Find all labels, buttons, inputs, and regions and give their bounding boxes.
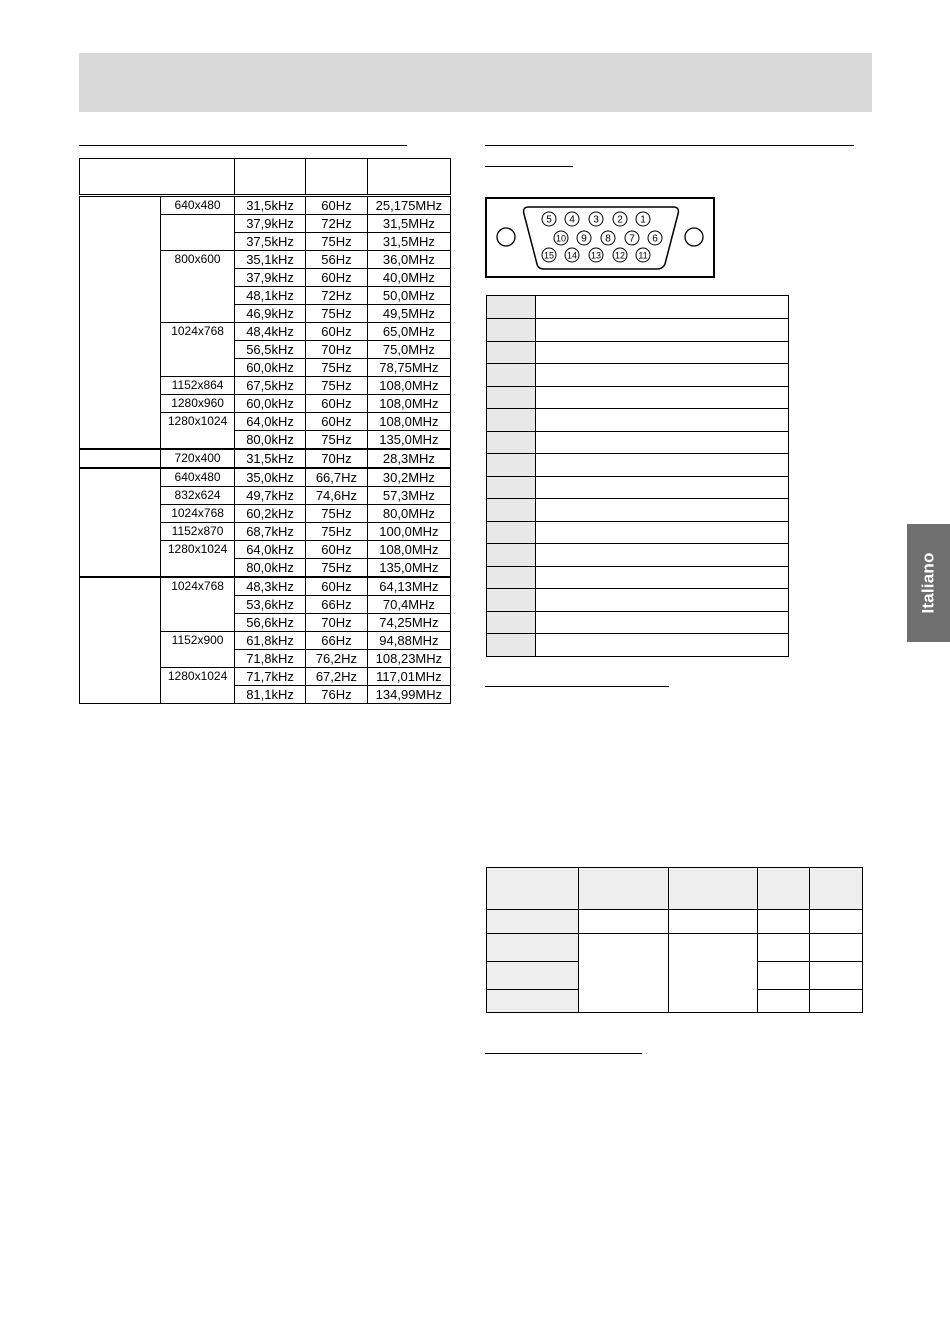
pin-label: 9 [581, 233, 587, 245]
timing-h-freq: 37,9kHz [235, 215, 306, 233]
pin-row [487, 521, 789, 544]
pin-number-cell [487, 319, 536, 342]
timing-dot-clock: 70,4MHz [367, 596, 450, 614]
power-cell [810, 990, 863, 1013]
timing-h-freq: 35,1kHz [235, 251, 306, 269]
timing-header-row [80, 159, 451, 196]
timing-dot-clock: 30,2MHz [367, 468, 450, 487]
power-mode-cell [487, 962, 579, 990]
timing-group-cell [80, 449, 161, 468]
pin-row [487, 589, 789, 612]
pin-number-cell [487, 566, 536, 589]
section-rule-left [79, 145, 407, 146]
timing-dot-clock: 50,0MHz [367, 287, 450, 305]
pin-assignment-table [486, 295, 789, 657]
pin-number-cell [487, 296, 536, 319]
pin-signal-cell [536, 566, 789, 589]
section-rule-right [485, 145, 854, 146]
power-header-cell [487, 868, 579, 910]
language-tab [907, 524, 950, 642]
timing-dot-clock: 100,0MHz [367, 523, 450, 541]
timing-v-freq: 74,6Hz [306, 487, 368, 505]
timing-group-cell [80, 468, 161, 577]
timing-dot-clock: 135,0MHz [367, 559, 450, 578]
timing-dot-clock: 25,175MHz [367, 196, 450, 215]
timing-v-freq: 75Hz [306, 377, 368, 395]
timing-v-freq: 66,7Hz [306, 468, 368, 487]
pin-row [487, 319, 789, 342]
pin-number-cell [487, 409, 536, 432]
timing-h-freq: 68,7kHz [235, 523, 306, 541]
pin-row [487, 409, 789, 432]
pin-signal-cell [536, 499, 789, 522]
power-cell [810, 934, 863, 962]
pin-label: 7 [629, 233, 635, 245]
timing-h-freq: 71,8kHz [235, 650, 306, 668]
section-rule-power [485, 686, 669, 687]
timing-row [80, 449, 451, 468]
timing-row [80, 577, 451, 596]
timing-h-freq: 61,8kHz [235, 632, 306, 650]
power-cell [669, 910, 758, 934]
power-header-cell [579, 868, 669, 910]
pin-label: 5 [546, 214, 552, 226]
timing-h-freq: 60,0kHz [235, 395, 306, 413]
timing-h-freq: 60,0kHz [235, 359, 306, 377]
timing-v-freq: 66Hz [306, 632, 368, 650]
timing-v-freq: 60Hz [306, 577, 368, 596]
power-mode-cell [487, 910, 579, 934]
timing-v-freq: 66Hz [306, 596, 368, 614]
pin-number-cell [487, 589, 536, 612]
timing-h-freq: 48,4kHz [235, 323, 306, 341]
timing-v-freq: 60Hz [306, 196, 368, 215]
timing-h-freq: 37,9kHz [235, 269, 306, 287]
pin-row [487, 454, 789, 477]
timing-dot-clock: 65,0MHz [367, 323, 450, 341]
timing-v-freq: 70Hz [306, 449, 368, 468]
timing-dot-clock: 108,0MHz [367, 377, 450, 395]
timing-table [79, 158, 451, 704]
pin-signal-cell [536, 431, 789, 454]
power-cell [810, 962, 863, 990]
timing-dot-clock: 28,3MHz [367, 449, 450, 468]
timing-dot-clock: 94,88MHz [367, 632, 450, 650]
timing-dot-clock: 31,5MHz [367, 215, 450, 233]
timing-dot-clock: 75,0MHz [367, 341, 450, 359]
power-row [487, 934, 863, 962]
timing-v-freq: 60Hz [306, 413, 368, 431]
timing-resolution: 1152x870 [161, 523, 235, 541]
pin-row [487, 544, 789, 567]
timing-dot-clock: 108,0MHz [367, 541, 450, 559]
timing-resolution: 640x480 [161, 196, 235, 215]
timing-v-freq: 75Hz [306, 505, 368, 523]
power-mode-cell [487, 934, 579, 962]
timing-resolution: 1152x864 [161, 377, 235, 395]
timing-dot-clock: 40,0MHz [367, 269, 450, 287]
timing-h-freq: 67,5kHz [235, 377, 306, 395]
pin-number-cell [487, 521, 536, 544]
pin-label: 15 [543, 250, 555, 261]
page-header-bar [79, 53, 872, 112]
pin-signal-cell [536, 611, 789, 634]
timing-header-cell [367, 159, 450, 196]
timing-v-freq: 75Hz [306, 305, 368, 323]
power-cell [758, 934, 810, 962]
pin-label: 10 [555, 233, 567, 244]
timing-v-freq: 76,2Hz [306, 650, 368, 668]
timing-dot-clock: 108,0MHz [367, 395, 450, 413]
timing-h-freq: 64,0kHz [235, 541, 306, 559]
language-tab-label: Italiano [918, 552, 938, 614]
pin-number-cell [487, 364, 536, 387]
timing-resolution-span [161, 215, 235, 251]
pin-signal-cell [536, 386, 789, 409]
power-cell [758, 962, 810, 990]
pin-signal-cell [536, 319, 789, 342]
mounting-hole-right [685, 228, 703, 246]
timing-dot-clock: 57,3MHz [367, 487, 450, 505]
pin-number-cell [487, 454, 536, 477]
power-header-cell [669, 868, 758, 910]
pin-row [487, 499, 789, 522]
timing-v-freq: 72Hz [306, 215, 368, 233]
timing-dot-clock: 64,13MHz [367, 577, 450, 596]
d-sub-connector-diagram [485, 197, 715, 278]
pin-table-header [487, 296, 789, 319]
timing-dot-clock: 74,25MHz [367, 614, 450, 632]
timing-resolution: 1280x1024 [161, 668, 235, 704]
pin-row [487, 611, 789, 634]
pin-number-cell [487, 431, 536, 454]
timing-h-freq: 56,5kHz [235, 341, 306, 359]
pin-label: 8 [605, 233, 611, 245]
timing-resolution: 720x400 [161, 449, 235, 468]
timing-h-freq: 56,6kHz [235, 614, 306, 632]
timing-dot-clock: 36,0MHz [367, 251, 450, 269]
timing-h-freq: 31,5kHz [235, 449, 306, 468]
timing-dot-clock: 49,5MHz [367, 305, 450, 323]
pin-label: 14 [566, 250, 578, 261]
pin-signal-cell [536, 521, 789, 544]
timing-header-cell [80, 159, 235, 196]
pin-row [487, 476, 789, 499]
timing-h-freq: 60,2kHz [235, 505, 306, 523]
power-table-header [487, 868, 863, 910]
pin-number-cell [487, 544, 536, 567]
pin-number-cell [487, 611, 536, 634]
timing-dot-clock: 31,5MHz [367, 233, 450, 251]
pin-signal-cell [536, 544, 789, 567]
timing-h-freq: 49,7kHz [235, 487, 306, 505]
power-cell [758, 990, 810, 1013]
pin-signal-cell [536, 409, 789, 432]
pin-row [487, 341, 789, 364]
pin-row [487, 431, 789, 454]
pin-number-cell [487, 499, 536, 522]
timing-resolution: 1280x960 [161, 395, 235, 413]
pin-row [487, 364, 789, 387]
timing-h-freq: 31,5kHz [235, 196, 306, 215]
section-rule-right-sub [485, 166, 573, 167]
timing-v-freq: 60Hz [306, 269, 368, 287]
timing-v-freq: 72Hz [306, 287, 368, 305]
pin-number-cell [487, 386, 536, 409]
timing-v-freq: 67,2Hz [306, 668, 368, 686]
timing-dot-clock: 108,23MHz [367, 650, 450, 668]
mounting-hole-left [497, 228, 515, 246]
timing-resolution: 1280x1024 [161, 413, 235, 450]
timing-header-cell [306, 159, 368, 196]
timing-h-freq: 48,1kHz [235, 287, 306, 305]
pin-signal-cell [536, 589, 789, 612]
timing-dot-clock: 134,99MHz [367, 686, 450, 704]
pin-signal-cell [536, 296, 789, 319]
timing-h-freq: 80,0kHz [235, 431, 306, 450]
power-cell [810, 910, 863, 934]
timing-h-freq: 64,0kHz [235, 413, 306, 431]
pin-signal-cell [536, 364, 789, 387]
power-row [487, 910, 863, 934]
timing-group-cell [80, 196, 161, 450]
timing-dot-clock: 78,75MHz [367, 359, 450, 377]
pin-number-cell [487, 341, 536, 364]
timing-resolution: 832x624 [161, 487, 235, 505]
power-cell [669, 934, 758, 1013]
pin-number-cell [487, 634, 536, 657]
pin-signal-cell [536, 341, 789, 364]
pin-row [487, 566, 789, 589]
pin-label: 3 [593, 214, 599, 226]
timing-v-freq: 60Hz [306, 395, 368, 413]
power-management-table [486, 867, 863, 1013]
pin-number-cell [487, 476, 536, 499]
timing-v-freq: 75Hz [306, 359, 368, 377]
timing-v-freq: 75Hz [306, 233, 368, 251]
timing-v-freq: 60Hz [306, 541, 368, 559]
timing-v-freq: 70Hz [306, 614, 368, 632]
timing-h-freq: 37,5kHz [235, 233, 306, 251]
timing-v-freq: 70Hz [306, 341, 368, 359]
timing-resolution: 1024x768 [161, 577, 235, 632]
pin-label: 13 [590, 250, 602, 261]
pin-label: 11 [638, 250, 648, 261]
timing-resolution: 640x480 [161, 468, 235, 487]
pin-label: 1 [640, 214, 646, 226]
power-cell [579, 934, 669, 1013]
timing-v-freq: 56Hz [306, 251, 368, 269]
timing-row [80, 468, 451, 487]
timing-h-freq: 35,0kHz [235, 468, 306, 487]
power-header-cell [810, 868, 863, 910]
pin-label: 12 [614, 250, 626, 261]
timing-v-freq: 75Hz [306, 431, 368, 450]
pin-label: 6 [652, 233, 658, 245]
section-rule-bottom [485, 1053, 642, 1054]
timing-resolution: 1024x768 [161, 505, 235, 523]
timing-header-cell [235, 159, 306, 196]
timing-h-freq: 53,6kHz [235, 596, 306, 614]
timing-h-freq: 80,0kHz [235, 559, 306, 578]
pin-label: 4 [569, 214, 575, 226]
timing-v-freq: 75Hz [306, 523, 368, 541]
timing-group-cell [80, 577, 161, 704]
pin-row [487, 634, 789, 657]
pin-signal-cell [536, 476, 789, 499]
power-cell [579, 910, 669, 934]
pin-signal-cell [536, 634, 789, 657]
timing-v-freq: 60Hz [306, 323, 368, 341]
timing-dot-clock: 117,01MHz [367, 668, 450, 686]
timing-resolution: 800x600 [161, 251, 235, 323]
timing-v-freq: 75Hz [306, 559, 368, 578]
power-cell [758, 910, 810, 934]
timing-dot-clock: 108,0MHz [367, 413, 450, 431]
timing-h-freq: 71,7kHz [235, 668, 306, 686]
pin-row [487, 386, 789, 409]
timing-dot-clock: 135,0MHz [367, 431, 450, 450]
timing-dot-clock: 80,0MHz [367, 505, 450, 523]
timing-h-freq: 81,1kHz [235, 686, 306, 704]
timing-row [80, 196, 451, 215]
timing-h-freq: 48,3kHz [235, 577, 306, 596]
timing-resolution: 1024x768 [161, 323, 235, 377]
timing-resolution: 1152x900 [161, 632, 235, 668]
pin-signal-cell [536, 454, 789, 477]
power-header-cell [758, 868, 810, 910]
pin-label: 2 [617, 214, 623, 226]
timing-resolution: 1280x1024 [161, 541, 235, 578]
power-mode-cell [487, 990, 579, 1013]
timing-v-freq: 76Hz [306, 686, 368, 704]
timing-h-freq: 46,9kHz [235, 305, 306, 323]
